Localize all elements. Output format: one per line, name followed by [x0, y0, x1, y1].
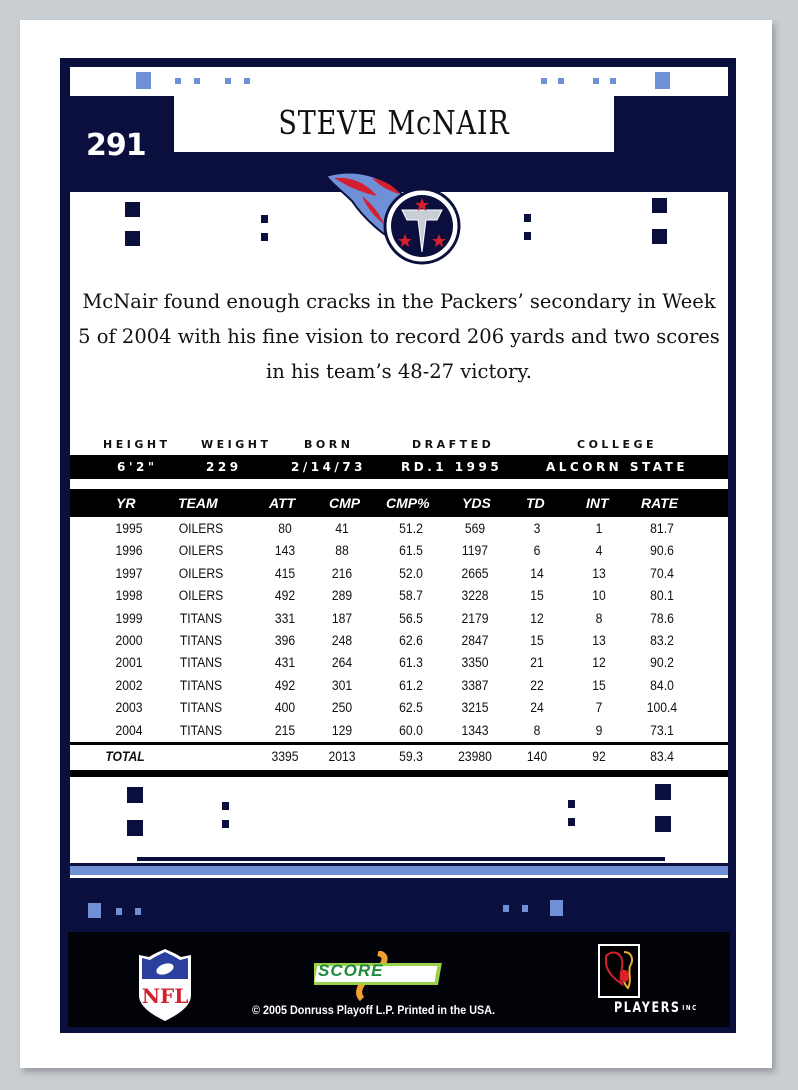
cell-rate: 90.2	[650, 655, 674, 671]
cell-yr: 1999	[115, 610, 143, 626]
blue-band	[70, 866, 728, 875]
decor-square-icon	[222, 802, 229, 810]
nfl-text: NFL	[141, 984, 189, 1008]
decor-square-icon	[541, 78, 547, 84]
cell-rate: 90.6	[650, 543, 674, 559]
white-stripe	[70, 875, 728, 878]
cell-td: 12	[530, 610, 544, 626]
cell-cmp: 250	[331, 700, 353, 716]
cell-rate: 83.2	[650, 633, 674, 648]
col-cmp-pct: CMP%	[386, 495, 430, 511]
total-cmp: 2013	[328, 749, 356, 764]
table-row	[70, 585, 728, 607]
decor-square-icon	[225, 78, 231, 84]
score-logo-text: SCORE	[318, 961, 384, 980]
table-row	[70, 652, 728, 674]
cell-td: 24	[530, 700, 544, 716]
cell-int: 13	[592, 565, 606, 581]
cell-team: TITANS	[179, 655, 223, 671]
cell-int: 15	[592, 677, 606, 693]
cell-cmp: 248	[331, 633, 353, 648]
bio-value-height: 6'2"	[117, 460, 158, 474]
table-row	[70, 563, 728, 585]
cell-cmp: 129	[331, 722, 353, 738]
cell-cmp-pct: 62.5	[399, 700, 423, 716]
bio-values-row	[70, 455, 728, 479]
bio-value-drafted: RD.1 1995	[401, 460, 503, 474]
cell-yr: 2002	[115, 677, 143, 693]
table-row	[70, 697, 728, 719]
table-row	[70, 518, 728, 540]
decor-square-icon	[125, 202, 140, 217]
table-row	[70, 608, 728, 630]
cell-cmp-pct: 60.0	[399, 722, 423, 738]
total-label: TOTAL	[105, 749, 145, 764]
total-rate: 83.4	[650, 749, 674, 764]
cell-td: 15	[530, 633, 544, 648]
cell-int: 7	[595, 700, 603, 716]
cell-cmp-pct: 62.6	[399, 633, 423, 648]
players-inc-text	[614, 1000, 698, 1016]
decor-square-icon	[175, 78, 181, 84]
cell-yds: 3228	[461, 588, 489, 604]
cell-yds: 2179	[461, 610, 489, 626]
total-yds: 23980	[458, 749, 492, 764]
table-bottom-bar	[70, 770, 728, 777]
cell-yr: 2004	[115, 722, 143, 738]
cell-int: 10	[592, 588, 606, 604]
copyright-text: © 2005 Donruss Playoff L.P. Printed in the USA.	[252, 1003, 496, 1017]
table-row	[70, 675, 728, 697]
cell-int: 12	[592, 655, 606, 671]
cell-team: OILERS	[178, 588, 224, 604]
decor-square-icon	[550, 900, 563, 916]
decor-square-icon	[568, 818, 575, 826]
cell-int: 4	[595, 543, 603, 559]
cell-att: 492	[274, 677, 296, 693]
players-inc-icon	[598, 944, 640, 998]
cell-cmp-pct: 61.2	[399, 677, 423, 693]
nfl-shield-icon	[137, 949, 193, 1021]
decor-square-icon	[524, 232, 531, 240]
cell-att: 80	[278, 521, 292, 536]
cell-team: TITANS	[179, 677, 223, 693]
decor-square-icon	[503, 905, 509, 912]
cell-rate: 78.6	[650, 610, 674, 626]
top-decorative-strip	[70, 67, 728, 96]
cell-cmp-pct: 61.5	[399, 543, 423, 559]
decor-square-icon	[568, 800, 575, 808]
total-row	[70, 746, 728, 768]
cell-team: TITANS	[179, 722, 223, 738]
cell-yds: 3350	[461, 655, 489, 671]
decor-square-icon	[194, 78, 200, 84]
decor-square-icon	[135, 908, 141, 915]
card-number: 291	[86, 128, 146, 163]
cell-td: 21	[530, 655, 544, 671]
cell-att: 492	[274, 588, 296, 604]
decor-square-icon	[244, 78, 250, 84]
bio-value-college: ALCORN STATE	[546, 460, 689, 474]
decor-square-icon	[116, 908, 122, 915]
cell-td: 22	[530, 677, 544, 693]
cell-int: 13	[592, 633, 606, 648]
cell-team: OILERS	[178, 521, 224, 536]
cell-yr: 1996	[115, 543, 143, 559]
cell-att: 396	[274, 633, 296, 648]
cell-team: TITANS	[179, 633, 223, 648]
cell-td: 15	[530, 588, 544, 604]
cell-att: 215	[274, 722, 296, 738]
lower-decorative-panel	[70, 777, 728, 863]
decor-square-icon	[136, 72, 151, 89]
bio-label-weight: WEIGHT	[201, 438, 272, 451]
cell-cmp: 301	[331, 677, 353, 693]
decor-square-icon	[652, 229, 667, 244]
cell-att: 431	[274, 655, 296, 671]
decor-square-icon	[127, 787, 143, 803]
cell-cmp: 216	[331, 565, 353, 581]
cell-rate: 84.0	[650, 677, 674, 693]
name-plate	[174, 96, 614, 152]
cell-cmp-pct: 52.0	[399, 565, 423, 581]
bio-label-drafted: DRAFTED	[412, 438, 495, 451]
stats-table-body	[70, 518, 728, 742]
bio-label-height: HEIGHT	[103, 438, 171, 451]
cell-att: 415	[274, 565, 296, 581]
cell-cmp-pct: 58.7	[399, 588, 423, 604]
cell-yr: 1995	[115, 521, 143, 536]
cell-td: 14	[530, 565, 544, 581]
cell-yr: 2003	[115, 700, 143, 716]
inc-label: INC	[682, 1004, 698, 1012]
cell-yr: 1997	[115, 565, 143, 581]
total-divider	[70, 742, 728, 745]
cell-yds: 3215	[461, 700, 489, 716]
cell-att: 331	[274, 610, 296, 626]
cell-yr: 1998	[115, 588, 143, 604]
decor-square-icon	[655, 72, 670, 89]
cell-team: TITANS	[179, 700, 223, 716]
cell-cmp: 289	[331, 588, 353, 604]
table-row	[70, 720, 728, 742]
titans-logo-icon	[322, 166, 468, 272]
col-yds: YDS	[462, 495, 491, 511]
decor-square-icon	[655, 784, 671, 800]
bio-value-weight: 229	[206, 460, 242, 474]
col-cmp: CMP	[329, 495, 361, 511]
cell-td: 3	[533, 521, 541, 536]
col-rate: RATE	[641, 495, 679, 511]
total-td: 140	[526, 749, 548, 764]
bio-value-born: 2/14/73	[291, 460, 367, 474]
cell-team: TITANS	[179, 610, 223, 626]
total-cmp-pct: 59.3	[399, 749, 423, 764]
decor-square-icon	[524, 214, 531, 222]
cell-rate: 81.7	[650, 521, 674, 536]
decor-square-icon	[610, 78, 616, 84]
cell-att: 143	[274, 543, 296, 559]
decor-square-icon	[558, 78, 564, 84]
bio-label-college: COLLEGE	[577, 438, 657, 451]
cell-yr: 2001	[115, 655, 143, 671]
cell-int: 9	[595, 722, 603, 738]
table-row	[70, 540, 728, 562]
col-team: TEAM	[178, 495, 218, 511]
bio-labels-row	[70, 436, 728, 454]
cell-cmp-pct: 51.2	[399, 521, 423, 536]
cell-cmp: 41	[335, 521, 349, 536]
cell-int: 8	[595, 610, 603, 626]
cell-rate: 70.4	[650, 565, 674, 581]
player-name: STEVE McNAIR	[278, 103, 510, 142]
cell-td: 6	[533, 543, 541, 559]
total-int: 92	[592, 749, 606, 764]
cell-rate: 73.1	[650, 722, 674, 738]
cell-yds: 569	[464, 521, 486, 536]
cell-rate: 80.1	[650, 588, 674, 604]
decor-square-icon	[261, 233, 268, 241]
cell-yds: 1343	[461, 722, 489, 738]
table-row	[70, 630, 728, 652]
bio-label-born: BORN	[304, 438, 354, 451]
decor-square-icon	[127, 820, 143, 836]
col-att: ATT	[269, 495, 296, 511]
decor-square-icon	[652, 198, 667, 213]
decor-square-icon	[522, 905, 528, 912]
cell-yds: 1197	[461, 543, 489, 559]
stats-header-row	[70, 489, 728, 517]
cell-cmp: 88	[335, 543, 349, 559]
decor-square-icon	[125, 231, 140, 246]
cell-att: 400	[274, 700, 296, 716]
decor-square-icon	[222, 820, 229, 828]
cell-cmp-pct: 56.5	[399, 610, 423, 626]
cell-team: OILERS	[178, 543, 224, 559]
cell-team: OILERS	[178, 565, 224, 581]
cell-rate: 100.4	[646, 700, 678, 716]
players-label: PLAYERS	[614, 1000, 681, 1016]
cell-int: 1	[595, 521, 603, 536]
col-td: TD	[526, 495, 545, 511]
decor-line	[137, 857, 665, 861]
cell-cmp: 264	[331, 655, 353, 671]
cell-yds: 2847	[461, 633, 489, 648]
cell-yr: 2000	[115, 633, 143, 648]
decor-square-icon	[593, 78, 599, 84]
decor-square-icon	[655, 816, 671, 832]
decor-square-icon	[88, 903, 101, 918]
cell-td: 8	[533, 722, 541, 738]
cell-cmp: 187	[331, 610, 353, 626]
player-blurb: McNair found enough cracks in the Packers’ secondary in Week 5 of 2004 with his fine vision to record 206 yards and two scores in his team’s 48-27 victory.	[78, 290, 720, 383]
col-int: INT	[586, 495, 609, 511]
cell-cmp-pct: 61.3	[399, 655, 423, 671]
cell-yds: 3387	[461, 677, 489, 693]
total-att: 3395	[271, 749, 299, 764]
col-yr: YR	[116, 495, 136, 511]
cell-yds: 2665	[461, 565, 489, 581]
decor-square-icon	[261, 215, 268, 223]
